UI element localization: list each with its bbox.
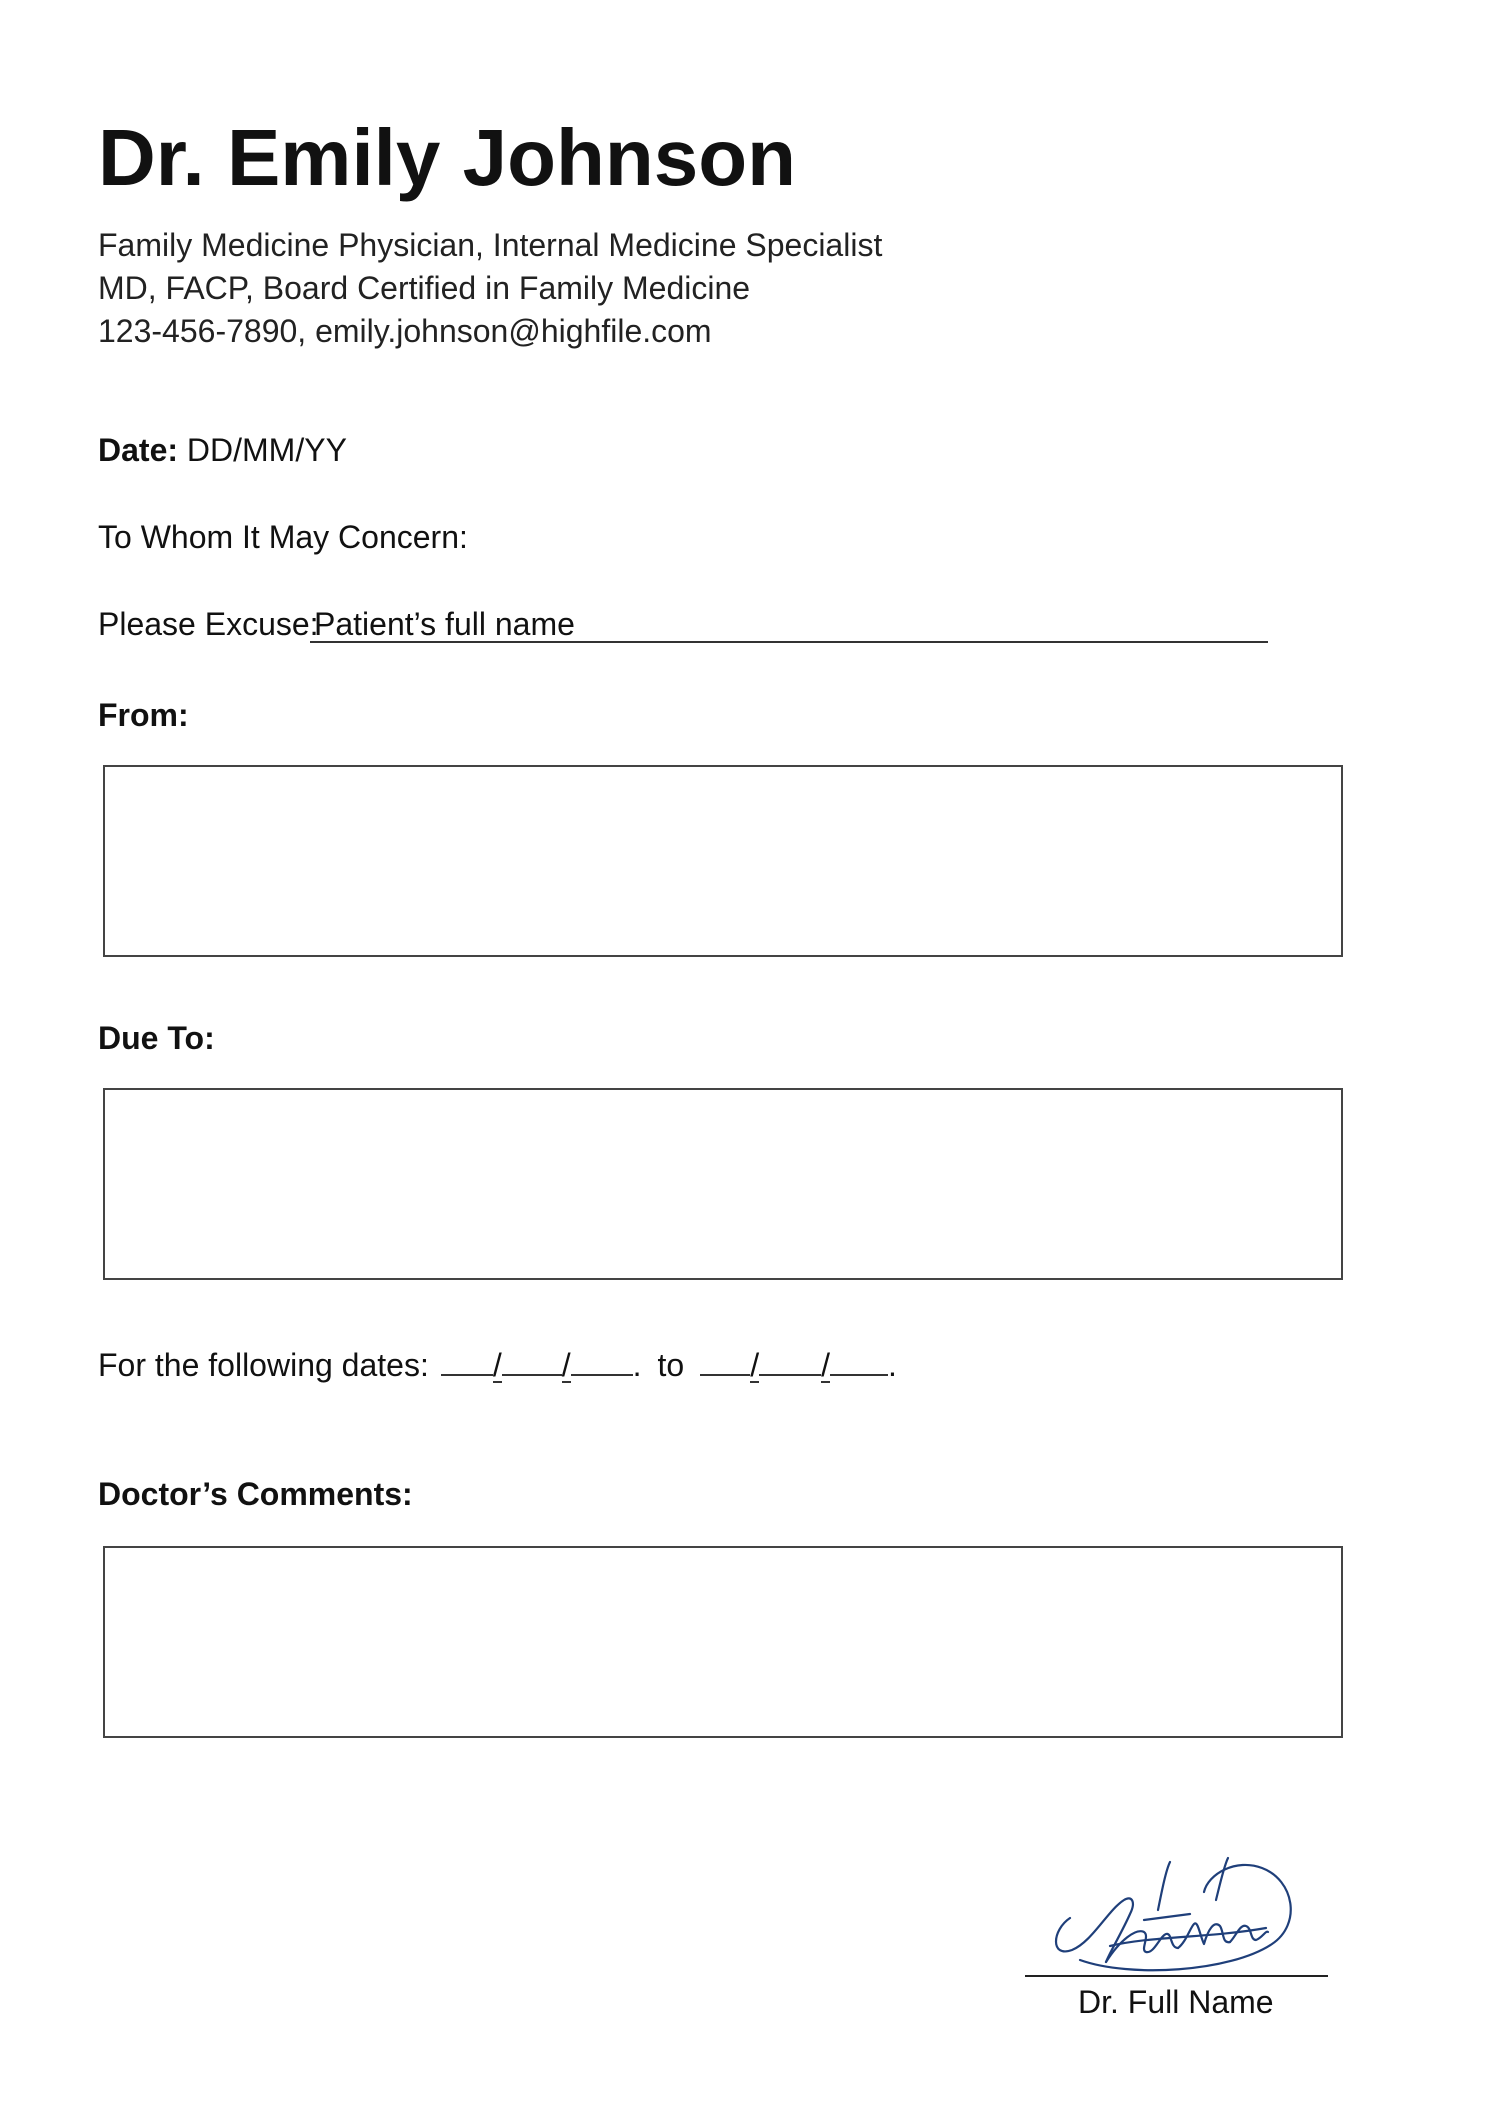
start-year-blank[interactable] xyxy=(571,1346,633,1376)
handwritten-signature xyxy=(1040,1840,1300,1980)
due-to-textbox[interactable] xyxy=(103,1088,1343,1280)
date-label: Date: xyxy=(98,432,179,468)
start-date-slash: / xyxy=(492,1347,502,1383)
end-year-blank[interactable] xyxy=(830,1346,888,1376)
dates-to-word: to xyxy=(657,1347,685,1383)
end-date-period: . xyxy=(887,1347,897,1383)
doctor-specialty: Family Medicine Physician, Internal Medicine Specialist xyxy=(98,227,883,263)
signature-line xyxy=(1025,1975,1328,1977)
signature-scribble-icon xyxy=(1040,1840,1300,1980)
excuse-label: Please Excuse: xyxy=(98,606,319,642)
end-date-slash: / xyxy=(821,1347,830,1383)
comments-label: Doctor’s Comments: xyxy=(98,1476,413,1512)
patient-name-field[interactable]: Patient’s full name xyxy=(314,606,575,642)
doctor-credentials: MD, FACP, Board Certified in Family Medicine xyxy=(98,270,751,306)
date-row xyxy=(98,434,347,466)
salutation: To Whom It May Concern: xyxy=(98,519,468,555)
from-textbox[interactable] xyxy=(103,765,1343,957)
signature-name-label: Dr. Full Name xyxy=(1078,1984,1274,2020)
start-day-blank[interactable] xyxy=(441,1346,493,1376)
due-to-label: Due To: xyxy=(98,1020,215,1056)
date-value[interactable]: DD/MM/YY xyxy=(186,432,347,468)
end-day-blank[interactable] xyxy=(700,1346,750,1376)
dates-row xyxy=(98,1346,897,1383)
patient-name-underline xyxy=(310,641,1268,643)
end-date-slash: / xyxy=(750,1347,760,1383)
start-date-slash: / xyxy=(561,1347,571,1383)
comments-textbox[interactable] xyxy=(103,1546,1343,1738)
dates-label: For the following dates: xyxy=(98,1347,429,1383)
from-label: From: xyxy=(98,697,189,733)
start-month-blank[interactable] xyxy=(502,1346,562,1376)
doctor-contact: 123-456-7890, emily.johnson@highfile.com xyxy=(98,313,712,349)
doctor-name-heading: Dr. Emily Johnson xyxy=(98,113,796,202)
end-month-blank[interactable] xyxy=(759,1346,821,1376)
start-date-period: . xyxy=(632,1347,642,1383)
